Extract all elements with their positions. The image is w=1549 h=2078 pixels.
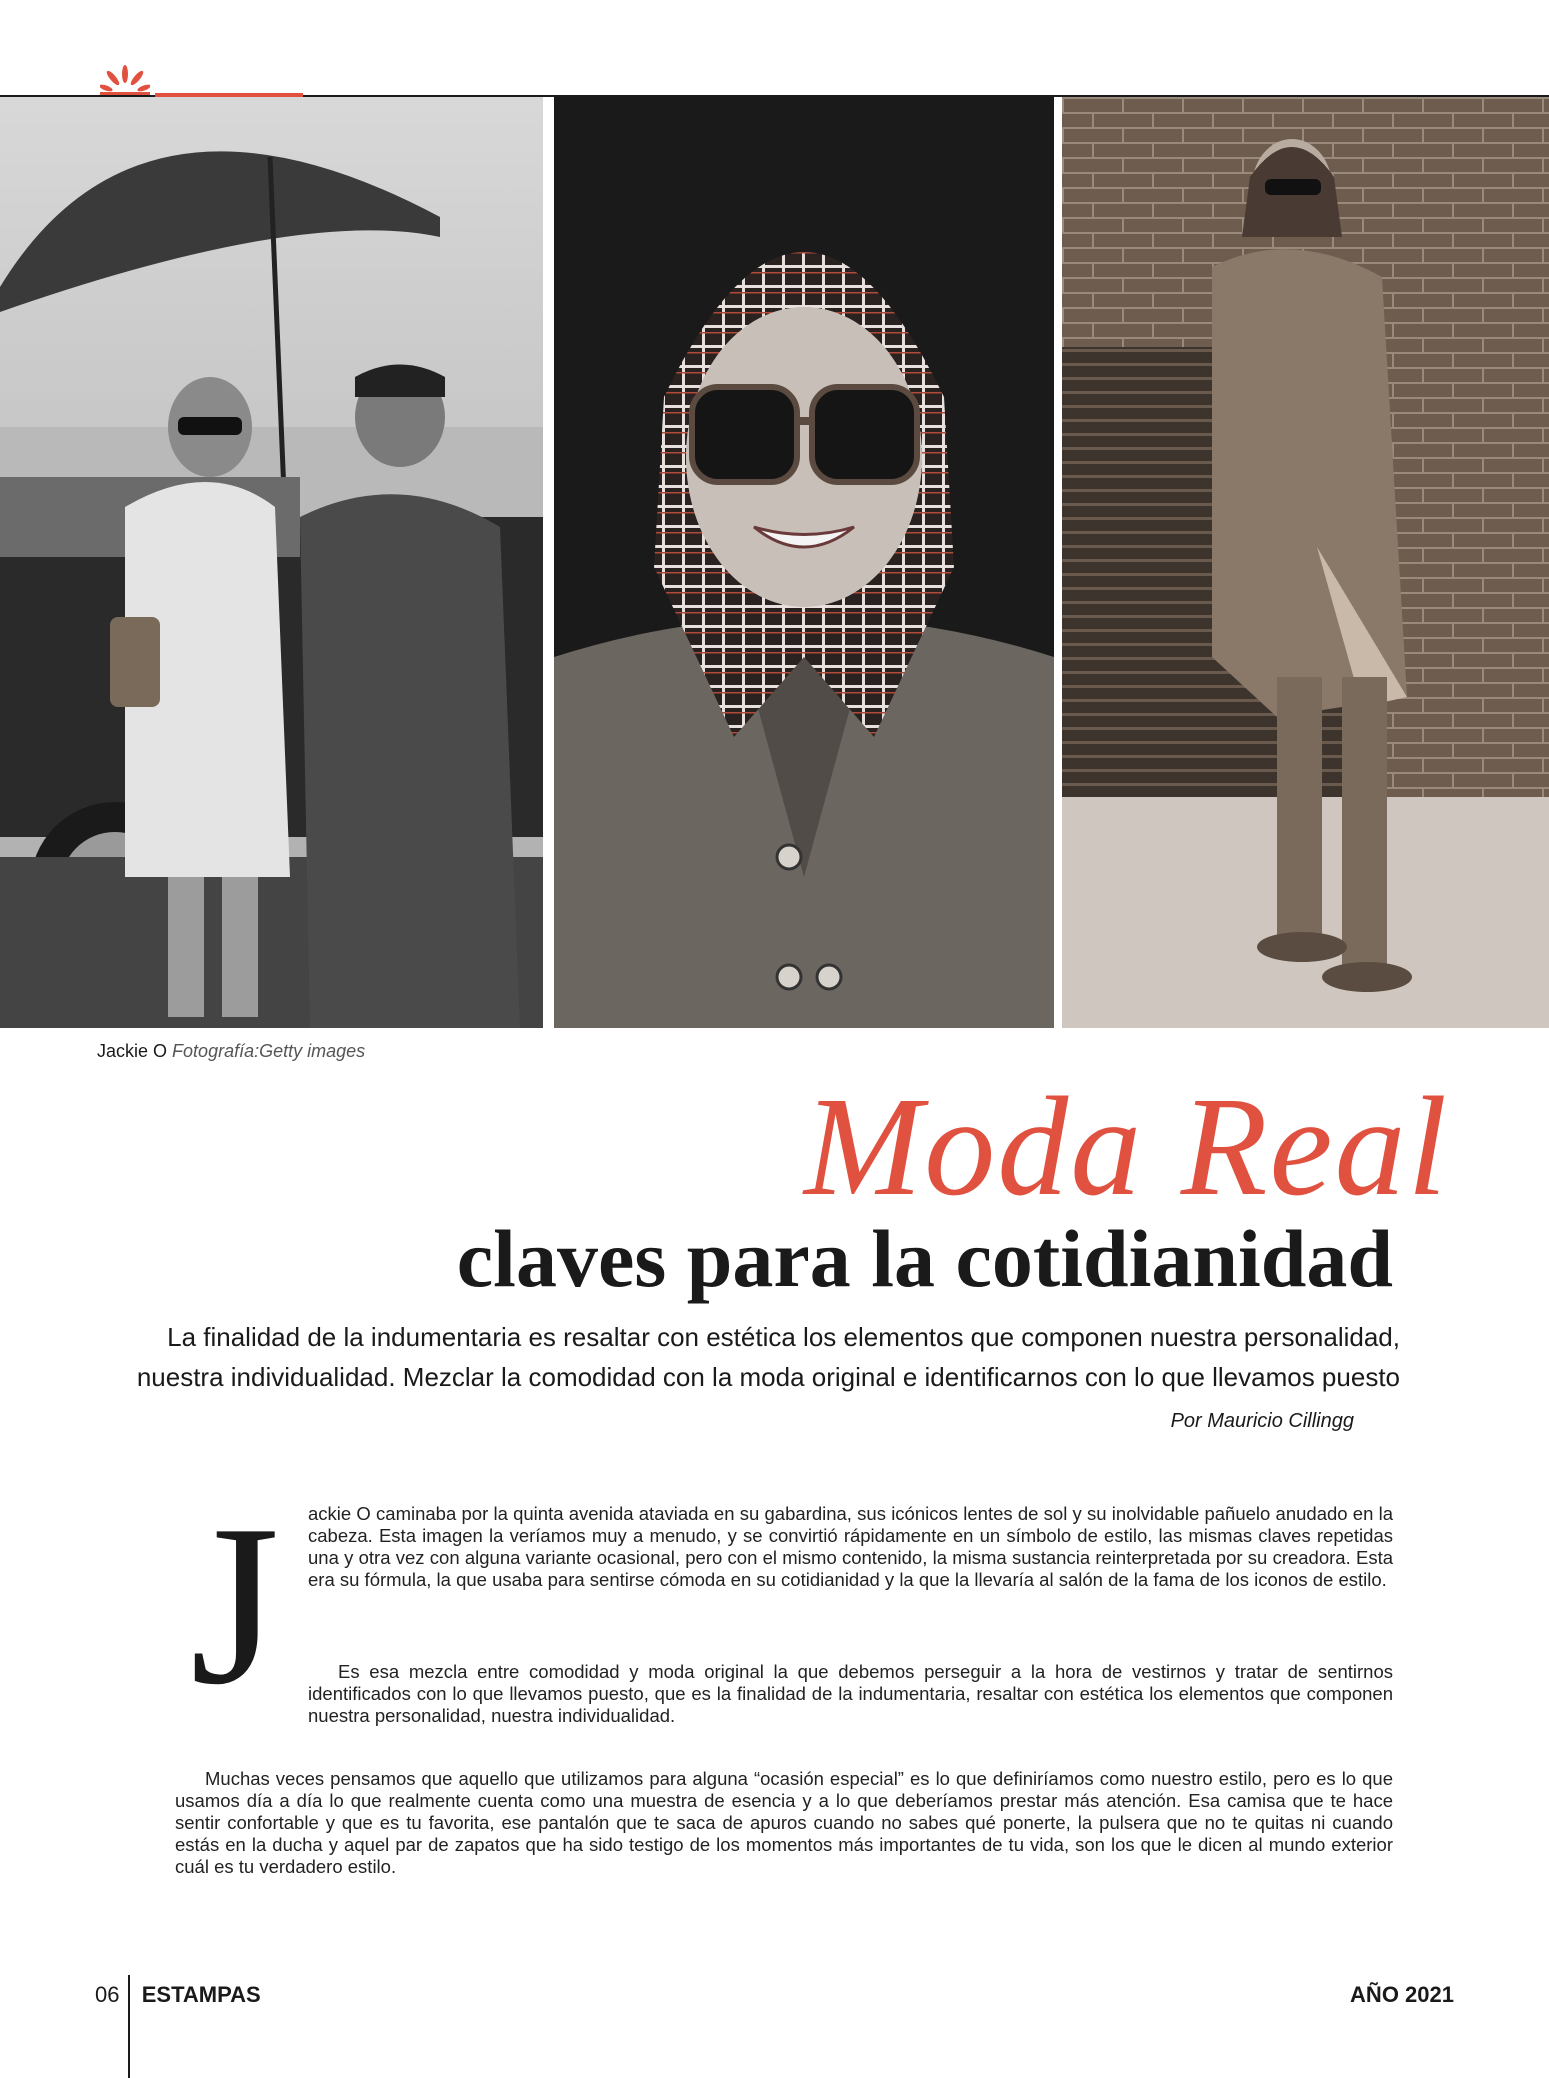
flower-logo-icon — [100, 64, 150, 98]
byline: Por Mauricio Cillingg — [1170, 1410, 1354, 1432]
caption-name: Jackie O — [97, 1041, 168, 1061]
page-number: 06 — [95, 1982, 120, 2007]
caption-credit: Fotografía:Getty images — [172, 1041, 366, 1061]
lede: La finalidad de la indumentaria es resaltar con estética los elementos que componen nuestra personalidad, nuestra individualidad. Mezclar la comodidad con la moda original e identificarnos con lo que llevamos puesto — [136, 1322, 1400, 1392]
photo-portrait-closeup — [554, 97, 1054, 1028]
photo-walking-brick-wall — [1062, 97, 1549, 1028]
body-paragraph-1: ackie O caminaba por la quinta avenida ataviada en su gabardina, sus icónicos lentes de sol y su inolvidable pañuelo anudado en la cabeza. Esta imagen la veríamos muy a menudo, y se convirtió rápidamente en un símbolo de estilo, las mismas claves repetidas una y otra vez con alguna variante ocasional, pero con el mismo contenido, la misma sustancia reinterpretada por su creadora. Esta era su fórmula, la que usaba para sentirse cómoda en su cotidianidad y la que la llevaría al salón de la fama de los iconos de estilo. — [308, 1503, 1393, 1590]
photo-caption — [97, 1041, 365, 1062]
drop-cap: J — [190, 1477, 280, 1732]
photo-umbrella-street — [0, 97, 543, 1028]
main-title: claves para la cotidianidad — [456, 1213, 1393, 1304]
magazine-name: ESTAMPAS — [141, 1982, 261, 2007]
body-paragraph-2: Es esa mezcla entre comodidad y moda original la que debemos perseguir a la hora de vestirnos y tratar de sentirnos identificados con lo que llevamos puesto, que es la finalidad de la indumentaria, resaltar con estética los elementos que componen nuestra personalidad, nuestra individualidad. — [308, 1661, 1393, 1726]
footer-left — [95, 1982, 261, 2008]
script-title: Moda Real — [803, 1067, 1449, 1225]
footer-year: AÑO 2021 — [1350, 1982, 1454, 2007]
body-paragraph-3: Muchas veces pensamos que aquello que utilizamos para alguna “ocasión especial” es lo que definiríamos como nuestro estilo, pero es lo que usamos día a día lo que realmente cuenta como una muestra de esencia y a lo que deberíamos prestar más atención. Esa camisa que te hace sentir confortable y que es tu favorita, ese pantalón que te saca de apuros cuando no sabes qué ponerte, la pulsera que no te quitas ni cuando estás en la ducha y aquel par de zapatos que ha sido testigo de los momentos más importantes de tu vida, son los que le dicen al mundo exterior cuál es tu verdadero estilo. — [175, 1768, 1393, 1877]
